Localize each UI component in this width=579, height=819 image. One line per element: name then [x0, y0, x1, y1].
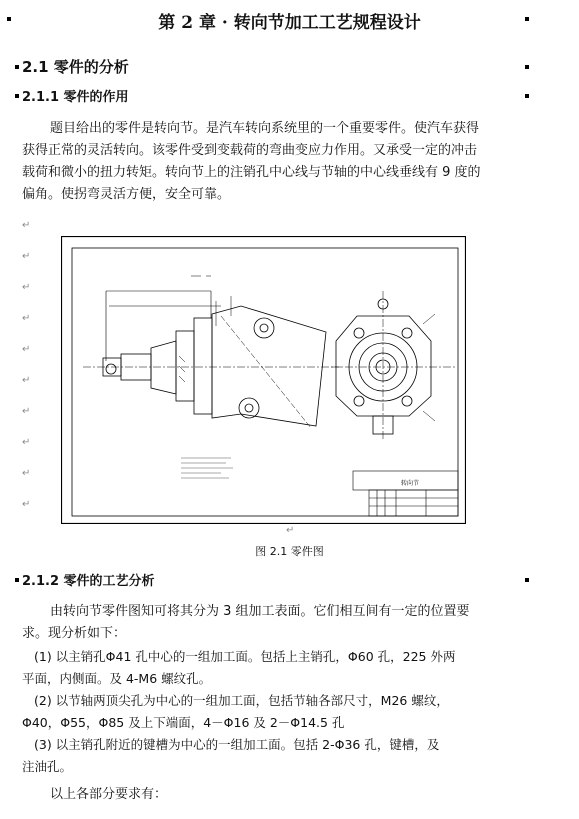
list-item-line: (2) 以节轴两顶尖孔为中心的一组加工面，包括节轴各部尺寸，M26 螺纹，	[34, 693, 449, 708]
list-item-line: 平面，内侧面。及 4-M6 螺纹孔。	[22, 671, 212, 686]
page-marker	[525, 65, 529, 69]
page-marker	[525, 17, 529, 21]
return-mark: ↵	[22, 375, 31, 386]
heading-marker	[15, 65, 19, 69]
paragraph-line: 题目给出的零件是转向节。是汽车转向系统里的一个重要零件。使汽车获得	[50, 121, 480, 136]
return-mark: ↵	[22, 251, 31, 262]
return-mark: ↵	[22, 468, 31, 479]
paragraph-line: 偏角。使拐弯灵活方便，安全可靠。	[22, 187, 231, 202]
heading-marker	[15, 94, 19, 98]
return-mark: ↵	[286, 525, 295, 536]
heading-marker	[15, 578, 19, 582]
paragraph-part-function	[22, 118, 532, 206]
section-heading-2-1-1: 2.1.1 零件的作用	[22, 90, 129, 105]
paragraph-line: 获得正常的灵活转向。该零件受到变载荷的弯曲变应力作用。又承受一定的冲击	[22, 143, 478, 158]
closing-line: 以上各部分要求有：	[50, 787, 168, 802]
return-mark: ↵	[22, 220, 31, 231]
paragraph-line: 求。现分析如下：	[22, 626, 127, 641]
surface-group-list	[22, 646, 532, 778]
figure-caption: 图 2.1 零件图	[255, 545, 324, 558]
return-mark: ↵	[22, 313, 31, 324]
title-block-label: 转向节	[401, 480, 420, 487]
paragraph-process-analysis	[22, 601, 532, 645]
list-item-line: (1) 以主销孔Φ41 孔中心的一组加工面。包括上主销孔，Φ60 孔，225 外两	[34, 649, 456, 664]
list-item	[22, 646, 532, 690]
section-heading-2-1: 2.1 零件的分析	[22, 58, 129, 76]
list-item	[22, 734, 532, 778]
return-mark: ↵	[22, 499, 31, 510]
list-item-line: Φ40，Φ55，Φ85 及上下端面，4－Φ16 及 2－Φ14.5 孔	[22, 715, 345, 730]
list-item	[22, 690, 532, 734]
page-marker	[525, 578, 529, 582]
page-marker	[525, 94, 529, 98]
return-mark: ↵	[22, 406, 31, 417]
page-marker	[7, 17, 11, 21]
return-mark: ↵	[22, 437, 31, 448]
list-item-line: 注油孔。	[22, 759, 73, 774]
section-heading-2-1-2: 2.1.2 零件的工艺分析	[22, 574, 155, 589]
return-mark: ↵	[22, 282, 31, 293]
chapter-title: 第 2 章 · 转向节加工工艺规程设计	[158, 13, 421, 33]
return-mark: ↵	[22, 344, 31, 355]
list-item-line: (3) 以主销孔附近的键槽为中心的一组加工面。包括 2-Φ36 孔，键槽，及	[34, 737, 440, 752]
paragraph-line: 载荷和微小的扭力转矩。转向节上的注销孔中心线与节轴的中心线垂线有 9 度的	[22, 165, 481, 180]
part-drawing-figure	[61, 236, 466, 524]
paragraph-line: 由转向节零件图知可将其分为 3 组加工表面。它们相互间有一定的位置要	[50, 604, 470, 619]
